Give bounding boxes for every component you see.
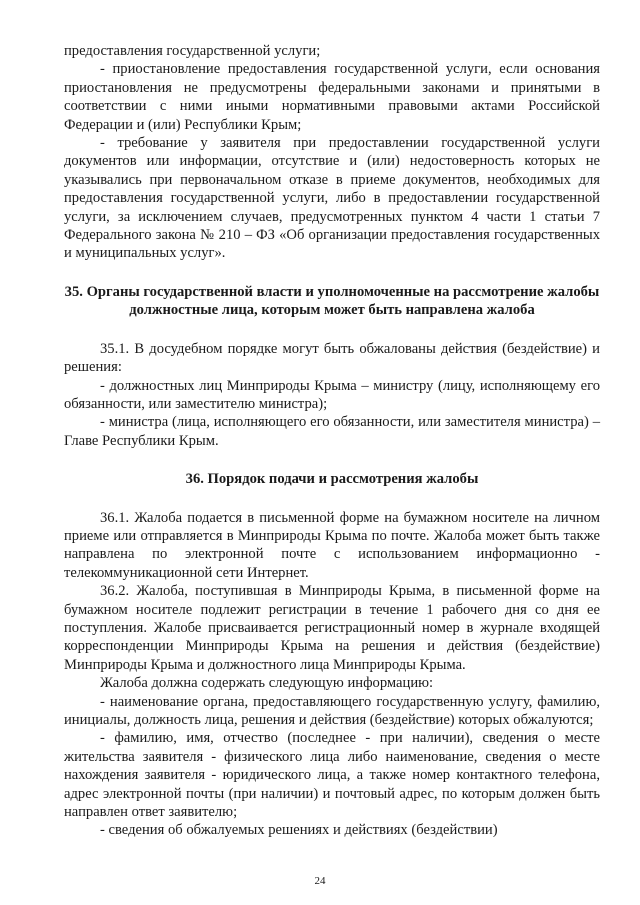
spacer [64, 489, 600, 509]
spacer [64, 263, 600, 283]
page-number: 24 [314, 875, 326, 887]
paragraph: 36.1. Жалоба подается в письменной форме на бумажном носителе на личном приеме или отправляется в Минприроды Крыма по почте. Жалоба может быть также направлена по электронной почте с использованием информационно - телекоммуникационной сети Интернет. [64, 509, 600, 581]
list-item: - фамилию, имя, отчество (последнее - при наличии), сведения о месте жительства заявителя - физического лица либо наименование, сведения о месте нахождения заявителя - юридического лица, а также номер контактного телефона, адрес электронной почты (при наличии) и почтовый адрес, по которым должен быть направлен ответ заявителю; [64, 730, 600, 821]
section-heading-35: 35. Органы государственной власти и уполномоченные на рассмотрение жалобы должностные лица, которым может быть направлена жалоба [64, 283, 600, 319]
spacer [64, 320, 600, 340]
text-line: предоставления государственной услуги; [64, 43, 321, 59]
paragraph: 35.1. В досудебном порядке могут быть обжалованы действия (бездействие) и решения: [64, 340, 600, 376]
list-item: - наименование органа, предоставляющего государственную услугу, фамилию, инициалы, должность лица, решения и действия (бездействие) которых обжалуются; [64, 693, 600, 728]
list-item: - должностных лиц Минприроды Крыма – министру (лицу, исполняющему его обязанности, или заместителю министра); [64, 377, 600, 412]
list-item: - приостановление предоставления государственной услуги, если основания приостановления не предусмотрены федеральными законами и принятыми в соответствии с ними иными нормативными правовыми актами Российской Федерации и (или) Республики Крым; [64, 61, 600, 133]
spacer [64, 450, 600, 470]
section-heading-36: 36. Порядок подачи и рассмотрения жалобы [185, 471, 479, 488]
list-item: - требование у заявителя при предоставлении государственной услуги документов или информации, отсутствие и (или) недостоверность которых не указывались при первоначальном отказе в приеме документов, необходимых для предоставления государственной услуги, либо в предоставлении государственной услуги, за исключением случаев, предусмотренных пунктом 4 части 1 статьи 7 Федерального закона № 210 – ФЗ «Об организации предоставления государственных и муниципальных услуг». [64, 135, 600, 262]
page-content [64, 42, 600, 840]
paragraph: Жалоба должна содержать следующую информацию: [100, 675, 434, 692]
list-item: - министра (лица, исполняющего его обязанности, или заместителя министра) – Главе Республики Крым. [64, 414, 600, 449]
paragraph: 36.2. Жалоба, поступившая в Минприроды Крыма, в письменной форме на бумажном носителе подлежит регистрации в течение 1 рабочего дня со дня ее поступления. Жалобе присваивается регистрационный номер в журнале входящей корреспонденции Минприроды Крыма на решения и действия (бездействие) Минприроды Крыма и должностного лица Минприроды Крыма. [64, 583, 600, 673]
list-item: - сведения об обжалуемых решениях и действиях (бездействии) [100, 822, 498, 839]
